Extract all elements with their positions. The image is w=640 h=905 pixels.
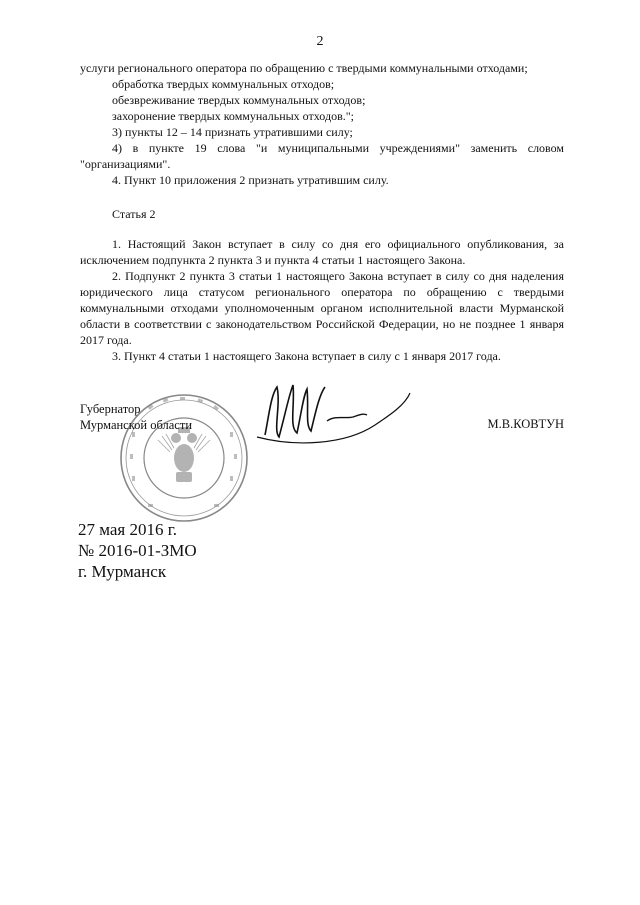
paragraph: 4) в пункте 19 слова "и муниципальными учреждениями" заменить словом "организациями".: [80, 141, 564, 171]
signatory-title-line1: Губернатор: [80, 402, 141, 416]
handwritten-signature: [255, 375, 415, 450]
paragraph: услуги регионального оператора по обращению с твердыми коммунальными отходами;: [80, 61, 528, 75]
paragraph: захоронение твердых коммунальных отходов.";: [112, 109, 354, 123]
signatory-title-line2: Мурманской области: [80, 418, 193, 432]
article-item: 3. Пункт 4 статьи 1 настоящего Закона вступает в силу с 1 января 2017 года.: [112, 349, 501, 363]
paragraph: 4. Пункт 10 приложения 2 признать утратившим силу.: [112, 173, 389, 187]
paragraph: 3) пункты 12 – 14 признать утратившими силу;: [112, 125, 353, 139]
document-number: № 2016-01-ЗМО: [78, 541, 197, 560]
signatory-title: [80, 401, 192, 433]
article-title: Статья 2: [112, 207, 156, 221]
signatory-name: М.В.КОВТУН: [487, 417, 564, 431]
paragraph: обезвреживание твердых коммунальных отходов;: [112, 93, 366, 107]
article-item: 2. Подпункт 2 пункта 3 статьи 1 настоящего Закона вступает в силу со дня наделения юридического лица статусом регионального оператора по обращению с твердыми коммунальными отходами уполномоченным органом исполнительной власти Мурманской области в соответствии с законодательством Российской Федерации, но не позднее 1 января 2017 года.: [80, 269, 564, 347]
document-body: [80, 60, 564, 364]
paragraph: обработка твердых коммунальных отходов;: [112, 77, 335, 91]
article-item: 1. Настоящий Закон вступает в силу со дня его официального опубликования, за исключением подпункта 2 пункта 3 и пункта 4 статьи 1 настоящего Закона.: [80, 237, 564, 267]
document-city: г. Мурманск: [78, 562, 167, 581]
document-date: 27 мая 2016 г.: [78, 520, 178, 539]
document-footer: [78, 519, 197, 582]
page-number: 2: [316, 34, 324, 49]
